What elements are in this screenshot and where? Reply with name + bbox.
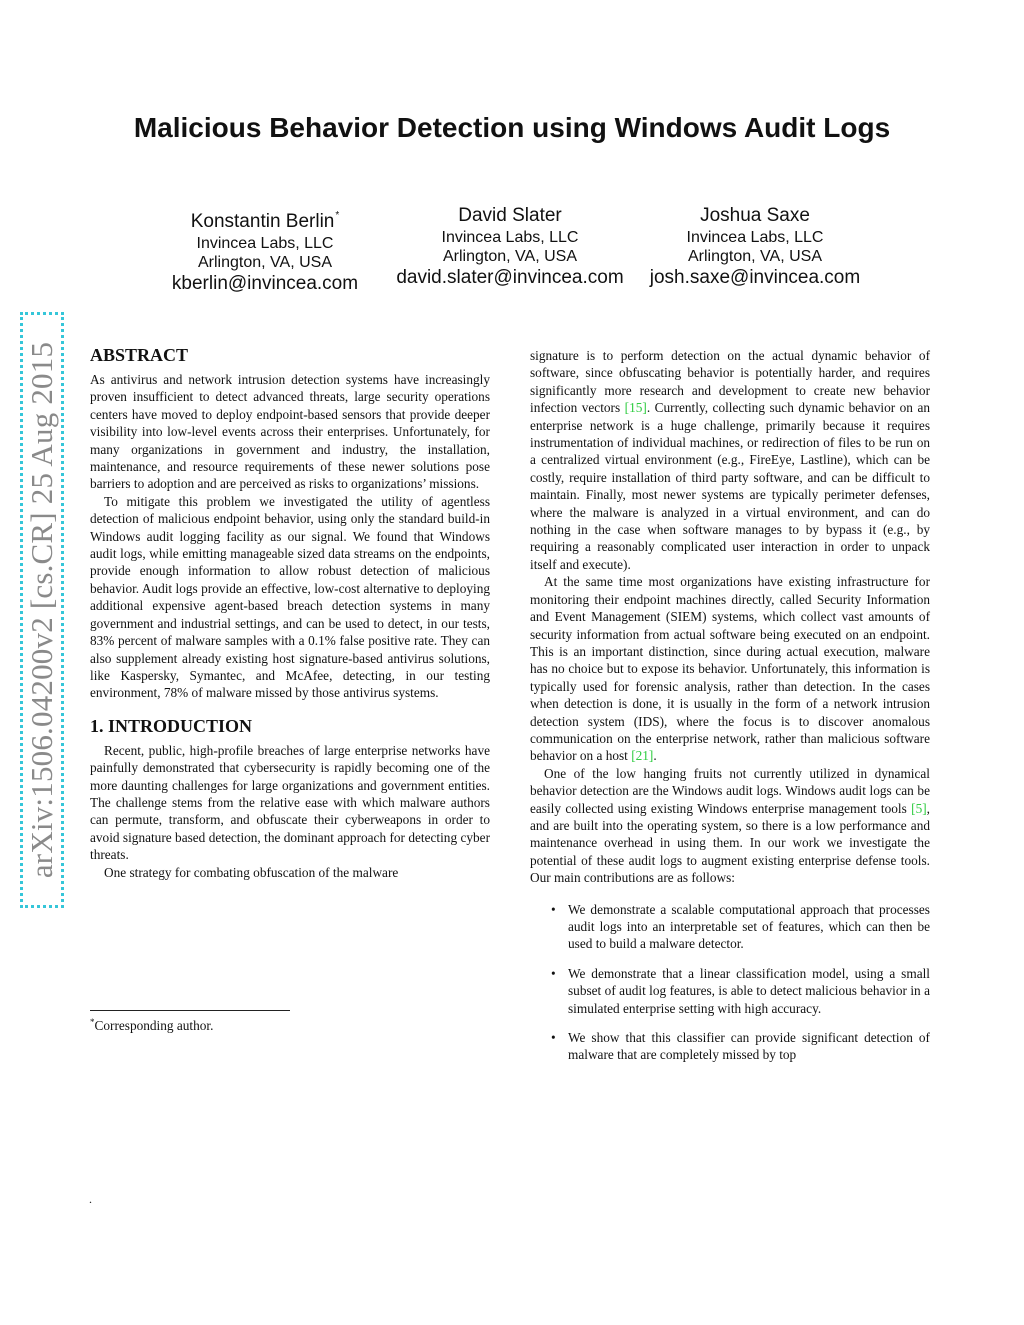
paragraph-text: , and are built into the operating system, so there is a low performance and maintenance overhead in using them. In our work we investigate the potential of these audit logs to augment existing enterprise defense tools. Our main contributions are as follows:: [530, 800, 930, 886]
abstract-heading: ABSTRACT: [90, 345, 189, 365]
author-block-1: [165, 204, 365, 296]
author-email[interactable]: david.slater@invincea.com: [396, 267, 624, 288]
author-name: Joshua Saxe: [700, 205, 810, 226]
author-name-line: [165, 204, 365, 234]
list-item: [530, 965, 930, 1017]
author-name: David Slater: [458, 205, 562, 226]
left-column: [90, 344, 490, 881]
bullet-icon: •: [551, 1030, 556, 1046]
paragraph-text: At the same time most organizations have existing infrastructure for monitoring their endpoint machines directly, called Security Information and Event Management (SIEM) systems, which collect vast amounts of security information from actual software being executed on an endpoint. This is an important distinction, since during actual execution, malware has no choice but to expose its behavior. Unfortunately, this information is typically used for forensic analysis, rather than detection. In the cases when detection is done, it is usually in the form of a network intrusion detection system (IDS), where the focus is to discover anomalous communication on the enterprise network, rather than malicious software behavior on a host: [530, 574, 930, 764]
corresponding-author-mark: *: [335, 210, 340, 221]
author-block-2: [395, 204, 625, 290]
paragraph-text: signature is to perform detection on the actual dynamic behavior of software, since obfuscating behavior is potentially harder, and requires significantly more research and development to create new behavior infection vectors: [530, 348, 930, 416]
citation-link[interactable]: [21]: [631, 748, 654, 764]
body-paragraph: [530, 573, 930, 764]
contributions-list: [530, 901, 930, 1064]
author-affiliation: Invincea Labs, LLC: [686, 229, 824, 246]
paragraph-text: One of the low hanging fruits not currently utilized in dynamical behavior detection are the Windows audit logs. Windows audit logs can be easily collected using existing Windows enterprise management tools: [530, 765, 930, 816]
intro-paragraph: One strategy for combating obfuscation of the malware: [104, 864, 399, 880]
footnote-mark: *: [90, 1017, 95, 1027]
list-item-text: We show that this classifier can provide significant detection of malware that are completely missed by top: [568, 1030, 930, 1063]
list-item-text: We demonstrate that a linear classification model, using a small subset of audit log features, is able to detect malicious behavior in a simulated enterprise setting with high accuracy.: [568, 965, 930, 1016]
page-mark: .: [89, 1192, 92, 1206]
bullet-icon: •: [551, 901, 556, 917]
footnote: [90, 1014, 213, 1034]
abstract-paragraph: To mitigate this problem we investigated the utility of agentless detection of malicious endpoint behavior, using only the standard build-in Windows audit logging facility as our signal. We found that Windows audit logs, while emitting manageable sized data streams on the endpoints, provide enough information to allow robust detection of malicious behavior. Audit logs provide an effective, low-cost alternative to deploying additional expensive agent-based breach detection systems in many government and industrial settings, and can be used to detect, in our tests, 83% percent of malware samples with a 0.1% false positive rate. They can also supplement already existing host signature-based antivirus solutions, like Kaspersky, Symantec, and McAfee, detecting, in our testing environment, 78% of malware missed by those antivirus systems.: [90, 493, 490, 701]
list-item: [530, 901, 930, 953]
abstract-paragraph: As antivirus and network intrusion detection systems have increasingly proven insufficient to detect advanced threats, large security operations centers have moved to deploy endpoint-based sensors that provide deeper visibility into low-level events across their enterprises. Unfortunately, for many organizations in government and industry, the installation, maintenance, and resource requirements of these newer solutions pose barriers to adoption and are perceived as risks to organizations’ missions.: [90, 372, 490, 492]
footnote-text: Corresponding author.: [94, 1018, 214, 1033]
introduction-heading: 1. INTRODUCTION: [90, 715, 253, 736]
right-column: [530, 347, 930, 1076]
author-location: Arlington, VA, USA: [198, 254, 332, 271]
author-affiliation: Invincea Labs, LLC: [441, 229, 579, 246]
author-location: Arlington, VA, USA: [443, 248, 577, 265]
arxiv-stamp: [20, 312, 64, 908]
intro-paragraph: Recent, public, high-profile breaches of large enterprise networks have painfully demonstrated that cybersecurity is rapidly becoming one of the more daunting challenges for large organizations and government entities. The challenge stems from the relative ease with which malware authors can permute, transform, and obfuscate their cyberweapons in order to avoid signature based detection, the dominant approach for detecting cyber threats.: [90, 742, 490, 863]
footnote-divider: [90, 1010, 290, 1011]
citation-link[interactable]: [5]: [911, 800, 927, 816]
paper-title: Malicious Behavior Detection using Windows Audit Logs: [133, 112, 891, 143]
bullet-icon: •: [551, 965, 556, 981]
author-location: Arlington, VA, USA: [688, 248, 822, 265]
list-item: [530, 1029, 930, 1064]
author-email[interactable]: kberlin@invincea.com: [171, 273, 359, 294]
paragraph-text: . Currently, collecting such dynamic behavior on an enterprise network is a huge challenge, primarily because it requires instrumentation of individual machines, or redirection of files to be run on a centralized virtual environment (e.g., FireEye, Lastline), which can be costly, require installation of third party software, and can be difficult to maintain. Finally, most newer systems are typically perimeter defenses, where the malware is analyzed in a virtual environment, and can do nothing in the case when software manages to by bypass it (e.g., by requiring a reasonably complicated user interaction in order to unpack itself and execute).: [530, 400, 930, 572]
citation-link[interactable]: [15]: [624, 400, 647, 416]
author-name: Konstantin Berlin: [190, 211, 335, 232]
author-email[interactable]: josh.saxe@invincea.com: [649, 267, 861, 288]
arxiv-identifier: arXiv:1506.04200v2 [cs.CR] 25 Aug 2015: [24, 341, 59, 879]
body-paragraph: [530, 765, 930, 887]
body-paragraph: [530, 347, 930, 573]
author-affiliation: Invincea Labs, LLC: [196, 235, 334, 252]
author-block-3: [640, 204, 870, 290]
paragraph-text: .: [653, 748, 657, 764]
list-item-text: We demonstrate a scalable computational approach that processes audit logs into an interpretable set of features, which can then be used to build a malware detector.: [568, 901, 930, 952]
